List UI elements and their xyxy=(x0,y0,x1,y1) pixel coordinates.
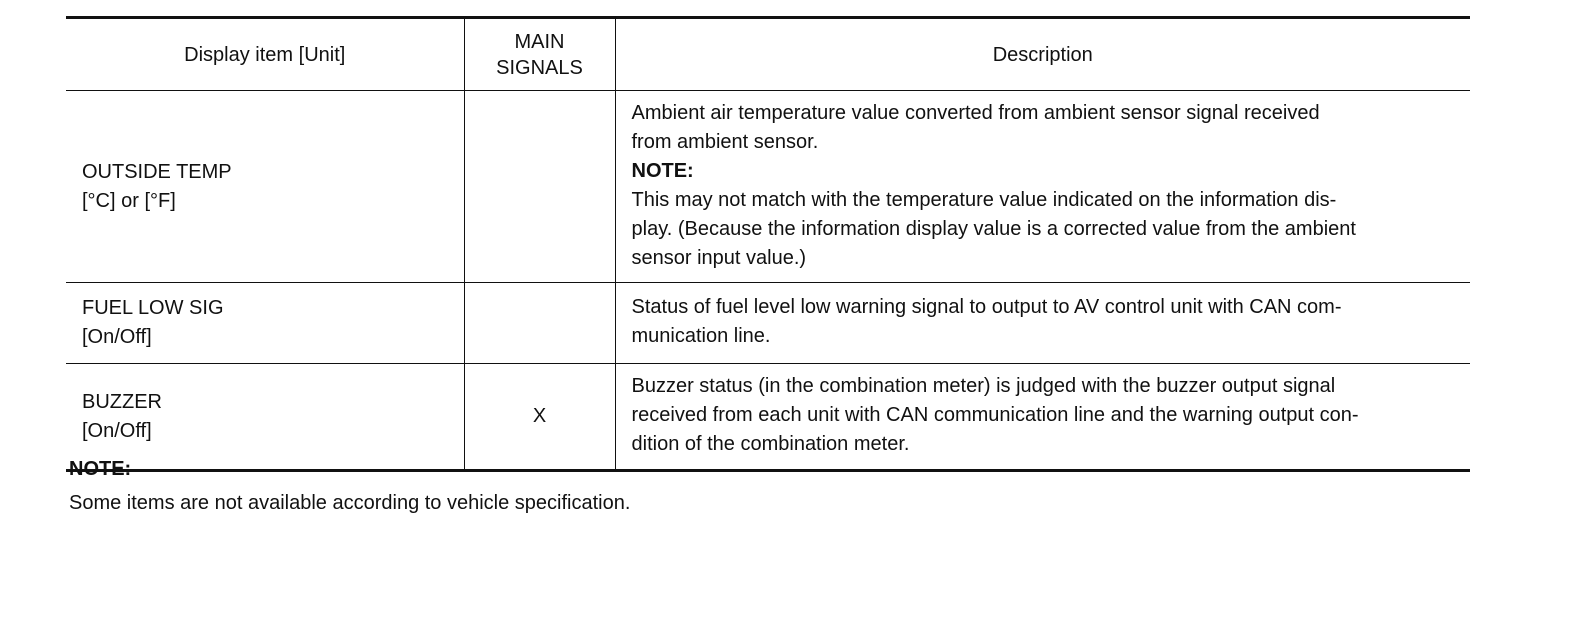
header-row xyxy=(66,18,1470,91)
footnote-label: NOTE: xyxy=(69,458,132,480)
item-unit: [On/Off] xyxy=(82,326,152,348)
note-line: play. (Because the information display value is a corrected value from the ambient xyxy=(631,217,1356,240)
description-line: Status of fuel level low warning signal to output to AV control unit with CAN com- xyxy=(631,296,1342,318)
description-cell xyxy=(615,364,1470,471)
header-display-item: Display item [Unit] xyxy=(184,43,346,66)
item-unit: [°C] or [°F] xyxy=(82,189,176,212)
header-main-line2: SIGNALS xyxy=(496,56,583,79)
note-line: sensor input value.) xyxy=(631,246,807,269)
header-main-line1: MAIN xyxy=(514,30,565,53)
item-name: OUTSIDE TEMP xyxy=(82,160,232,183)
item-unit: [On/Off] xyxy=(82,419,152,442)
description-line: dition of the combination meter. xyxy=(631,433,910,455)
table-header xyxy=(66,18,1470,91)
note-line: This may not match with the temperature value indicated on the information dis- xyxy=(631,188,1337,211)
header-main-signals xyxy=(464,18,615,91)
display-item-table xyxy=(66,16,1470,472)
main-signal-cell: X xyxy=(464,364,615,471)
description-cell xyxy=(615,283,1470,364)
main-signal-cell xyxy=(464,91,615,283)
footnote-text: Some items are not available according to vehicle specification. xyxy=(69,492,631,514)
header-description: Description xyxy=(615,18,1470,91)
description-line: munication line. xyxy=(631,325,771,347)
item-name: FUEL LOW SIG xyxy=(82,297,224,319)
description-cell xyxy=(615,91,1470,283)
table-row xyxy=(66,91,1470,283)
table-body xyxy=(66,91,1470,471)
footnote xyxy=(69,452,630,520)
note-label: NOTE: xyxy=(631,159,694,182)
table-row xyxy=(66,283,1470,364)
description-line: from ambient sensor. xyxy=(631,130,819,153)
item-cell xyxy=(66,91,464,283)
description-line: received from each unit with CAN communication line and the warning output con- xyxy=(631,404,1359,426)
item-name: BUZZER xyxy=(82,390,162,413)
item-cell xyxy=(66,283,464,364)
description-line: Ambient air temperature value converted from ambient sensor signal received xyxy=(631,101,1320,124)
main-signal-cell xyxy=(464,283,615,364)
description-line: Buzzer status (in the combination meter) is judged with the buzzer output signal xyxy=(631,375,1336,397)
